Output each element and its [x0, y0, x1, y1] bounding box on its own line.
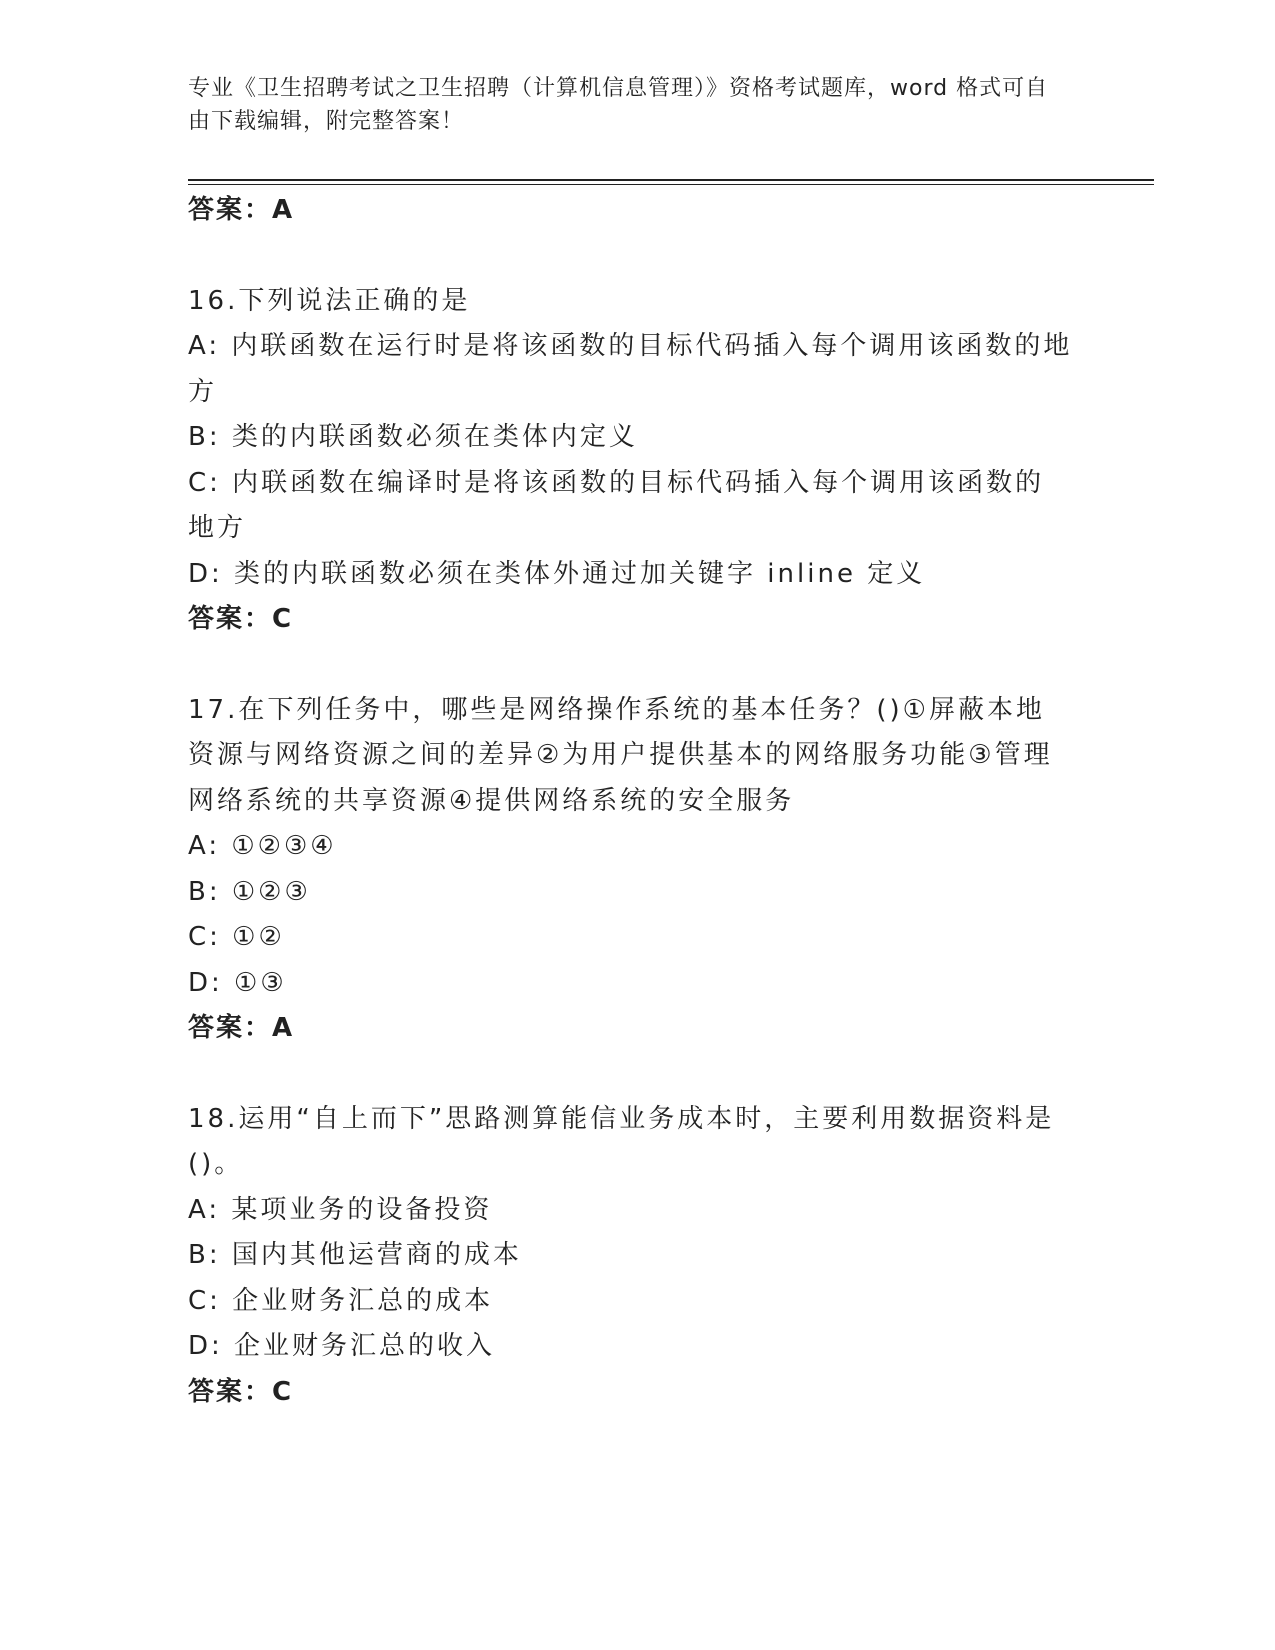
option-d: D: ①③ [188, 967, 287, 998]
spacer [188, 1052, 1073, 1097]
page-header: 专业《卫生招聘考试之卫生招聘（计算机信息管理）》资格考试题库，word 格式可自由下载编辑，附完整答案！ [188, 76, 1049, 134]
option-c: C: ①② [188, 922, 285, 952]
answer: 答案：C [188, 1376, 294, 1407]
option-c: C: 企业财务汇总的成本 [188, 1285, 494, 1316]
header-rule-thin [188, 184, 1154, 185]
question-18 [188, 1097, 1073, 1416]
question-17 [188, 688, 1073, 1052]
question-content [188, 188, 1073, 1415]
answer: 答案：C [188, 604, 294, 634]
question-stem: 16.下列说法正确的是 [188, 285, 471, 316]
question-stem: 18.运用“自上而下”思路测算能信业务成本时，主要利用数据资料是()。 [188, 1103, 1055, 1179]
option-a: A: 某项业务的设备投资 [188, 1194, 493, 1225]
previous-answer: 答案：A [188, 195, 295, 225]
spacer [188, 234, 1073, 279]
option-d: D: 企业财务汇总的收入 [188, 1331, 496, 1361]
spacer [188, 643, 1073, 688]
option-a: A: 内联函数在运行时是将该函数的目标代码插入每个调用该函数的地方 [188, 331, 1073, 407]
option-a: A: ①②③④ [188, 831, 337, 861]
option-b: B: 国内其他运营商的成本 [188, 1240, 522, 1270]
option-b: B: 类的内联函数必须在类体内定义 [188, 422, 638, 452]
header-rule-thick [188, 179, 1154, 181]
option-d: D: 类的内联函数必须在类体外通过加关键字 inline 定义 [188, 558, 926, 589]
option-b: B: ①②③ [188, 876, 311, 907]
answer: 答案：A [188, 1013, 295, 1043]
question-stem: 17.在下列任务中，哪些是网络操作系统的基本任务？()①屏蔽本地资源与网络资源之间的差异②为用户提供基本的网络服务功能③管理网络系统的共享资源④提供网络系统的安全服务 [188, 694, 1053, 816]
option-c: C: 内联函数在编译时是将该函数的目标代码插入每个调用该函数的地方 [188, 467, 1045, 543]
question-16 [188, 279, 1073, 643]
